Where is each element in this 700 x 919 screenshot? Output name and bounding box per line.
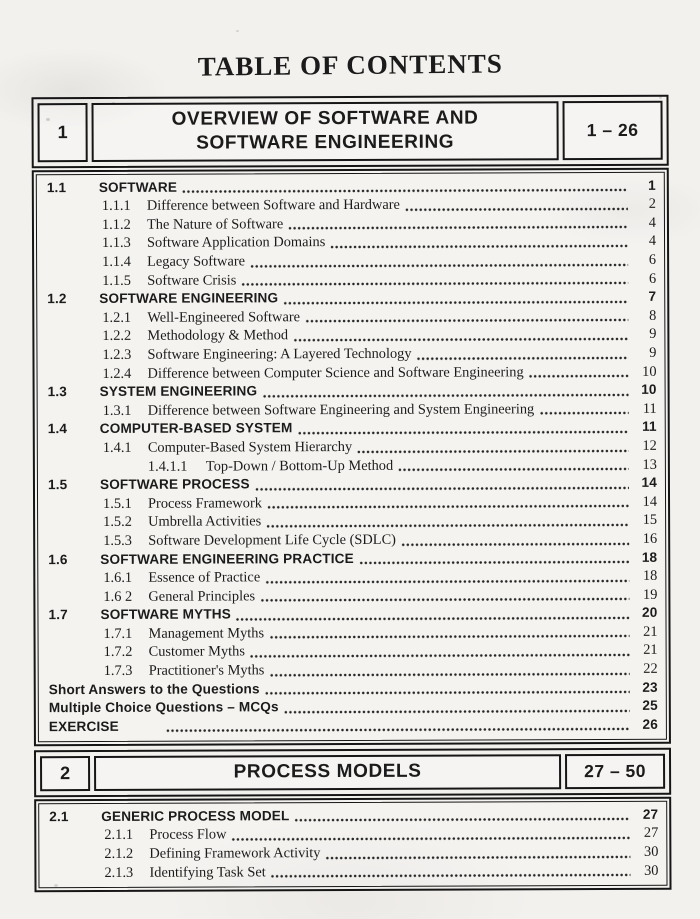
dot-leader (271, 873, 631, 878)
toc-entry-title: Management Myths (148, 625, 265, 642)
toc-entry-number: 1.3.1 (102, 402, 132, 419)
dot-leader (231, 836, 630, 842)
toc-entry-page: 30 (643, 843, 659, 860)
toc-entry-number: 1.3 (47, 384, 67, 400)
toc-entry-number: 1.6 2 (103, 588, 133, 605)
dot-leader (288, 225, 628, 230)
toc-entry-page: 13 (642, 456, 657, 473)
dot-leader (539, 411, 628, 415)
toc-entry (43, 400, 657, 421)
toc-entry (43, 362, 657, 383)
toc-entry-title: Legacy Software (147, 253, 246, 270)
chapter-block (31, 95, 670, 747)
toc-entry-page: 2 (648, 196, 656, 213)
toc-entry (43, 604, 657, 625)
toc-entry (43, 455, 657, 476)
toc-entry (42, 176, 656, 197)
toc-entry-page: 14 (642, 493, 658, 510)
toc-entry-page: 27 (643, 825, 659, 842)
toc-entry-title: SOFTWARE ENGINEERING PRACTICE (100, 550, 354, 567)
toc-entry-page: 19 (642, 586, 658, 603)
toc-entry-number: 1.7.2 (103, 644, 133, 661)
toc-entry (43, 418, 657, 439)
toc-entry-page: 20 (642, 605, 658, 621)
toc-entry-title: Short Answers to the Questions (48, 681, 260, 697)
toc-entry (43, 511, 657, 532)
toc-entry-number: 2.1 (49, 808, 69, 824)
toc-entry-page: 22 (643, 660, 658, 677)
toc-entry (44, 641, 658, 662)
toc-entry-number: 1.7.1 (103, 625, 133, 642)
toc-entry-number: 1.2.3 (102, 346, 132, 363)
toc-entry-title: The Nature of Software (146, 216, 284, 233)
toc-entry-title: SOFTWARE ENGINEERING (99, 290, 279, 307)
toc-entry (44, 861, 658, 882)
dot-leader (182, 188, 628, 194)
toc-entry-page: 14 (641, 474, 657, 491)
toc-entry (44, 660, 658, 681)
toc-entry-number: 2.1.3 (104, 864, 134, 881)
dot-leader (269, 634, 629, 639)
toc-entry-number: 1.2 (47, 291, 67, 307)
toc-entry (42, 344, 656, 365)
toc-entry-number: 1.7.3 (103, 662, 133, 680)
dot-leader (266, 523, 629, 528)
toc-entry-title: Computer-Based System Hierarchy (147, 438, 353, 456)
chapter-block (34, 748, 672, 892)
toc-entry-title: Essence of Practice (148, 569, 261, 586)
toc-entry (42, 195, 656, 216)
toc-content (31, 95, 671, 893)
toc-entry-title: SOFTWARE MYTHS (100, 606, 231, 623)
toc-entry (42, 288, 656, 309)
toc-entry (44, 716, 658, 737)
toc-entry (44, 806, 658, 827)
toc-entry-page: 10 (642, 363, 657, 380)
dot-leader (283, 300, 628, 305)
dot-leader (241, 281, 628, 286)
dot-leader (262, 393, 628, 398)
toc-entry (42, 214, 656, 235)
toc-entry-title: SOFTWARE PROCESS (99, 476, 250, 493)
toc-entry-page: 18 (641, 549, 658, 565)
chapter-number: 1 (37, 103, 87, 162)
toc-entry (42, 325, 656, 346)
toc-entry (44, 824, 658, 845)
toc-entry-title: Difference between Software and Hardware (146, 197, 400, 215)
dot-leader (401, 541, 629, 546)
toc-entry (44, 697, 658, 718)
toc-entry-title: Software Development Life Cycle (SDLC) (148, 531, 396, 549)
toc-entry-number: 1.1.5 (102, 272, 131, 289)
chapter-toc-box (32, 167, 671, 746)
toc-entry-title: Well-Engineered Software (147, 308, 301, 326)
toc-entry-title: Defining Framework Activity (149, 845, 321, 862)
dot-leader (265, 579, 629, 584)
toc-entry (42, 251, 656, 272)
toc-entry-number: 1.5 (47, 477, 68, 493)
toc-entry-page: 30 (644, 862, 659, 879)
toc-entry-page: 4 (648, 233, 657, 250)
toc-entry-number: 1.7 (48, 607, 68, 623)
toc-entry-title: Difference between Computer Science and Software Engineering (147, 363, 524, 382)
toc-entry-page: 16 (642, 530, 658, 547)
chapter-header (34, 748, 671, 797)
toc-entry-title: EXERCISE (48, 718, 119, 735)
toc-entry-number: 1.2.2 (102, 328, 132, 345)
toc-entry-page: 8 (649, 307, 657, 324)
dot-leader (236, 616, 630, 622)
dot-leader (305, 318, 628, 323)
toc-entry-number: 1.6 (48, 551, 68, 567)
toc-entry-number: 1.6.1 (103, 569, 133, 587)
dot-leader (529, 374, 629, 378)
toc-entry-title: Software Application Domains (147, 234, 326, 252)
dot-leader (417, 355, 629, 360)
dot-leader (398, 467, 629, 472)
toc-entry-page: 21 (643, 642, 658, 659)
toc-entry-number: 2.1.2 (104, 845, 134, 862)
dot-leader (250, 653, 630, 658)
dot-leader (294, 817, 630, 822)
toc-entry (44, 678, 658, 699)
toc-entry-title: Umbrella Activities (148, 513, 262, 531)
toc-entry-number: 1.5.1 (103, 495, 132, 512)
toc-entry-page: 23 (642, 679, 658, 695)
toc-entry-title: Customer Myths (148, 643, 245, 661)
toc-entry-page: 25 (642, 698, 658, 714)
toc-entry-page: 12 (642, 437, 657, 454)
toc-entry-page: 9 (649, 344, 657, 361)
toc-entry-number: 1.1.4 (102, 253, 131, 270)
toc-entry-title: Process Flow (149, 826, 227, 844)
toc-entry-page: 7 (648, 289, 657, 305)
toc-entry-title: Software Engineering: A Layered Technology (147, 345, 412, 363)
dot-leader (250, 263, 628, 268)
dot-leader (255, 486, 629, 491)
toc-entry (43, 474, 657, 495)
toc-entry-page: 18 (642, 567, 658, 584)
toc-entry-page: 1 (648, 177, 656, 193)
toc-entry-number: 1.2.1 (102, 309, 132, 326)
dot-leader (260, 597, 629, 602)
toc-entry-page: 26 (642, 716, 658, 732)
toc-entry-number: 1.4.1 (102, 439, 132, 456)
dot-leader (405, 207, 628, 212)
toc-entry (43, 567, 657, 588)
toc-entry-number: 1.1 (46, 179, 67, 195)
toc-entry (43, 548, 657, 569)
chapter-page-range: 27 – 50 (565, 754, 665, 789)
chapter-toc-box (34, 797, 671, 893)
toc-entry-number: 1.2.4 (102, 365, 132, 382)
toc-entry-number: 1.5.3 (103, 532, 132, 549)
toc-entry-number: 1.1.3 (102, 235, 131, 252)
toc-entry-title: Software Crisis (147, 272, 237, 289)
dot-leader (357, 448, 629, 453)
toc-entry-title: Identifying Task Set (149, 863, 266, 881)
toc-entry-number: 1.4.1.1 (147, 458, 188, 475)
toc-entry-number: 1.1.1 (101, 198, 131, 215)
toc-entry (43, 381, 657, 402)
chapter-toc-rows (36, 171, 667, 742)
toc-entry (44, 623, 658, 644)
toc-entry-page: 11 (642, 400, 657, 417)
toc-entry-title: Difference between Software Engineering and System Engineering (147, 401, 535, 419)
chapter-page-range: 1 – 26 (562, 101, 662, 160)
toc-entry-page: 6 (648, 270, 657, 287)
toc-entry-title: SOFTWARE (98, 179, 178, 195)
toc-entry (42, 232, 656, 253)
toc-entry-number: 1.5.2 (103, 514, 132, 531)
toc-entry-number: 1.4 (47, 421, 68, 437)
toc-entry-page: 11 (642, 419, 657, 435)
dot-leader (330, 244, 628, 249)
toc-entry-page: 15 (642, 512, 658, 529)
toc-entry-page: 9 (649, 326, 657, 343)
dot-leader (297, 430, 628, 435)
toc-entry-page: 6 (648, 251, 657, 268)
chapter-toc-rows (38, 801, 667, 889)
toc-entry-page: 27 (642, 806, 659, 822)
toc-entry-page: 10 (641, 381, 657, 398)
dot-leader (293, 337, 628, 342)
toc-entry-title: Top-Down / Bottom-Up Method (205, 457, 394, 475)
chapter-number: 2 (40, 756, 90, 791)
dot-leader (269, 672, 629, 677)
dot-leader (284, 709, 630, 714)
page-title: TABLE OF CONTENTS (197, 48, 503, 82)
dot-leader (267, 504, 629, 509)
dot-leader (359, 560, 629, 565)
toc-entry-title: Process Framework (148, 495, 262, 512)
toc-entry-page: 4 (648, 214, 656, 231)
toc-entry (43, 586, 657, 607)
chapter-title: PROCESS MODELS (94, 755, 561, 791)
toc-entry-title: Methodology & Method (147, 327, 289, 345)
toc-entry (42, 269, 656, 290)
toc-entry (44, 843, 658, 864)
toc-entry (43, 493, 657, 514)
dot-leader (265, 690, 630, 695)
toc-entry-title: SYSTEM ENGINEERING (99, 383, 258, 400)
chapter-title: OVERVIEW OF SOFTWARE AND SOFTWARE ENGINEERING (91, 101, 558, 161)
toc-entry-title: Practitioner's Myths (148, 662, 265, 679)
toc-entry-page: 21 (643, 623, 658, 640)
toc-entry (42, 307, 656, 328)
toc-entry-title: Multiple Choice Questions – MCQs (48, 699, 279, 716)
dot-leader (325, 854, 630, 859)
toc-entry-title: COMPUTER-BASED SYSTEM (99, 420, 293, 437)
toc-entry-number: 1.1.2 (101, 216, 131, 233)
toc-entry-title: General Principles (148, 588, 256, 605)
toc-entry (43, 530, 657, 551)
chapter-header (31, 95, 668, 168)
dot-leader (166, 727, 630, 733)
toc-entry-title: GENERIC PROCESS MODEL (101, 807, 290, 824)
toc-entry (43, 437, 657, 458)
toc-entry-number: 2.1.1 (104, 827, 134, 844)
